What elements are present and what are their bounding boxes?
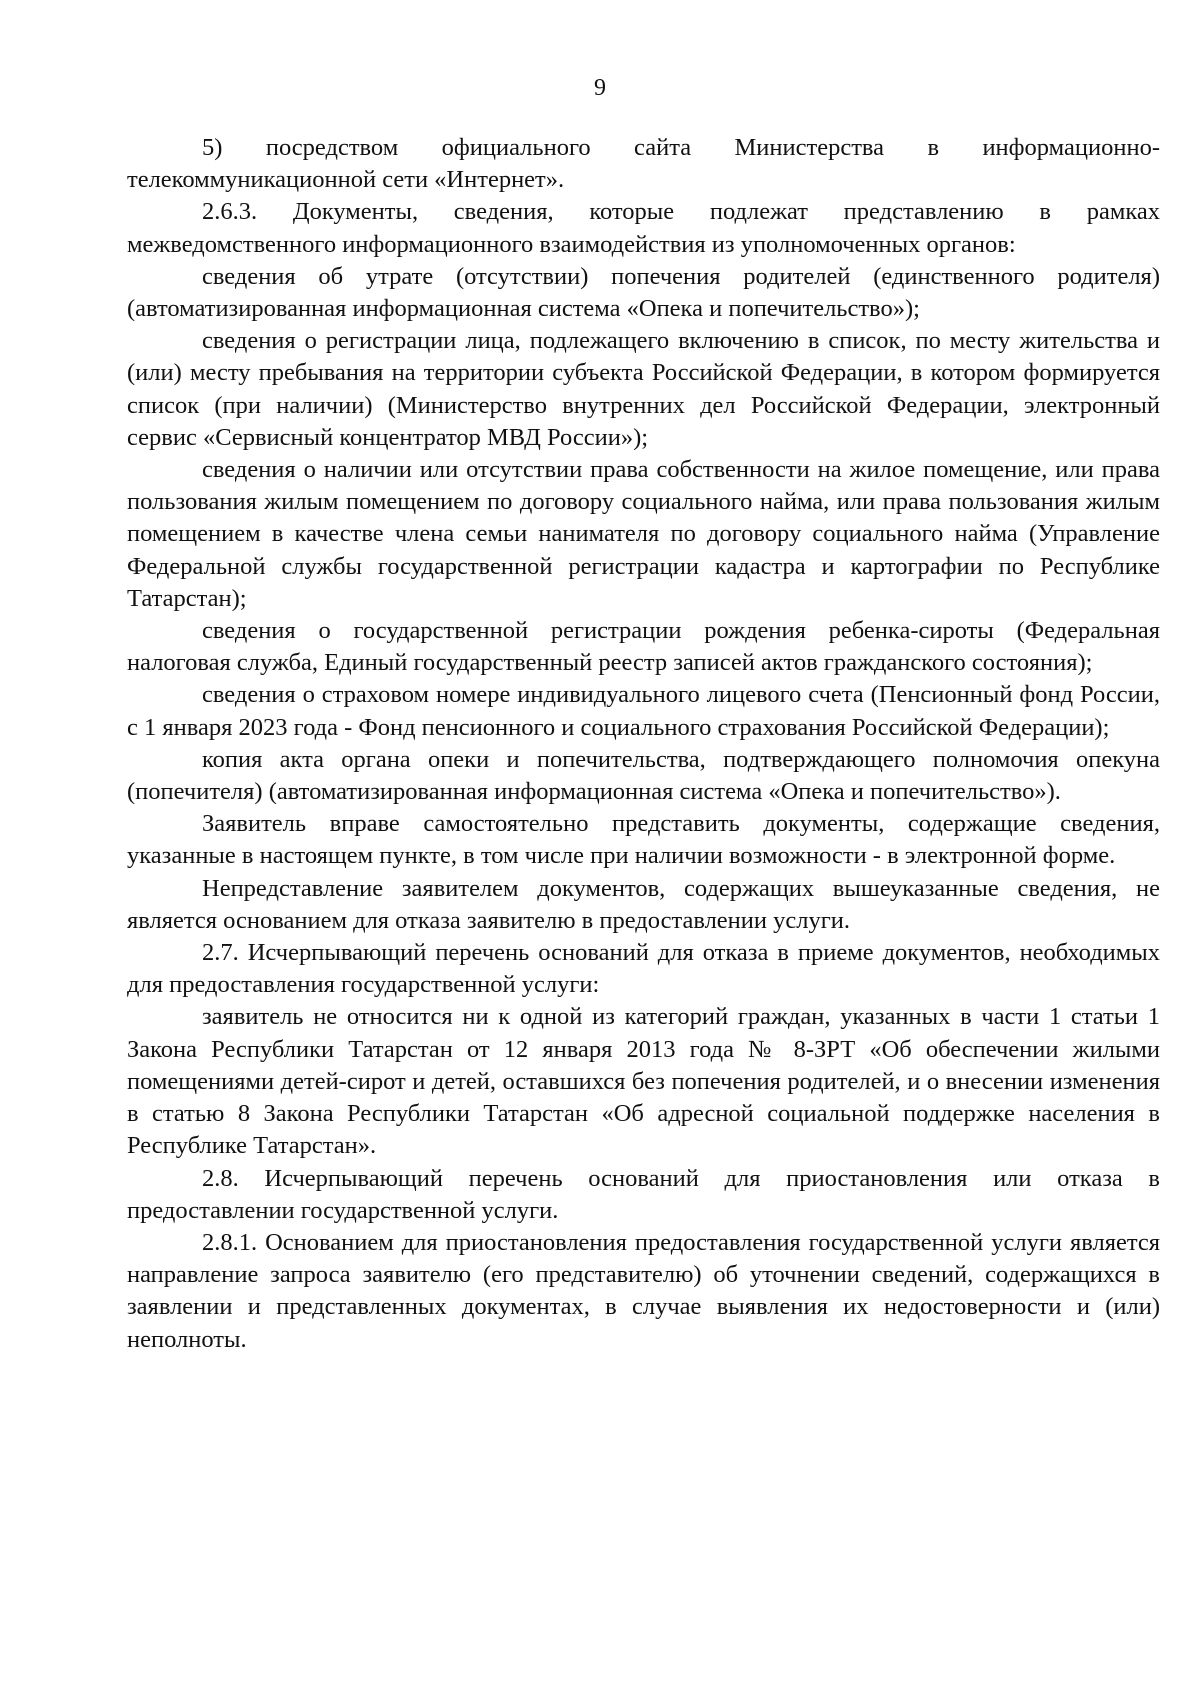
paragraph-insurance-number: сведения о страховом номере индивидуального лицевого счета (Пенсионный фонд России, с 1 января 2023 года - Фонд пенсионного и социального страхования Российской Федерации); xyxy=(127,681,1160,741)
paragraph-applicant-right: Заявитель вправе самостоятельно представить документы, содержащие сведения, указанные в настоящем пункте, в том числе при наличии возможности - в электронной форме. xyxy=(127,810,1160,870)
page-number: 9 xyxy=(594,75,606,101)
paragraph-applicant-category: заявитель не относится ни к одной из категорий граждан, указанных в части 1 статьи 1 Закона Республики Татарстан от 12 января 2013 года № 8-ЗРТ «Об обеспечении жилыми помещениями детей-сирот и детей, оставшихся без попечения родителей, и о внесении изменения в статью 8 Закона Республики Татарстан «Об адресной социальной поддержке населения в Республике Татарстан». xyxy=(127,1003,1160,1160)
paragraph-2-6-3: 2.6.3. Документы, сведения, которые подлежат представлению в рамках межведомственного информационного взаимодействия из уполномоченных органов: xyxy=(127,198,1160,258)
paragraph-non-submission: Непредставление заявителем документов, содержащих вышеуказанные сведения, не является основанием для отказа заявителю в предоставлении услуги. xyxy=(127,874,1160,934)
paragraph-website: 5) посредством официального сайта Министерства в информационно-телекоммуникационной сети «Интернет». xyxy=(127,134,1160,194)
paragraph-2-8-1: 2.8.1. Основанием для приостановления предоставления государственной услуги является направление запроса заявителю (его представителю) об уточнении сведений, содержащихся в заявлении и представленных документах, в случае выявления их недостоверности и (или) неполноты. xyxy=(127,1228,1160,1353)
paragraph-birth-registration: сведения о государственной регистрации рождения ребенка-сироты (Федеральная налоговая служба, Единый государственный реестр записей актов гражданского состояния); xyxy=(127,617,1160,677)
paragraph-guardianship-act: копия акта органа опеки и попечительства, подтверждающего полномочия опекуна (попечителя) (автоматизированная информационная система «Опека и попечительство»). xyxy=(127,745,1160,806)
paragraph-property-rights: сведения о наличии или отсутствии права собственности на жилое помещение, или права пользования жилым помещением по договору социального найма, или права пользования жилым помещением в качестве члена семьи нанимателя по договору социального найма (Управление Федеральной службы государственной регистрации кадастра и картографии по Республике Татарстан); xyxy=(127,456,1160,612)
paragraph-registration: сведения о регистрации лица, подлежащего включению в список, по месту жительства и (или) месту пребывания на территории субъекта Российской Федерации, в котором формируется список (при наличии) (Министерство внутренних дел Российской Федерации, электронный сервис «Сервисный концентратор МВД России»); xyxy=(127,327,1160,451)
paragraph-guardianship-loss: сведения об утрате (отсутствии) попечения родителей (единственного родителя) (автоматизированная информационная система «Опека и попечительство»); xyxy=(127,262,1160,323)
document-body xyxy=(127,132,1160,1356)
paragraph-2-7: 2.7. Исчерпывающий перечень оснований для отказа в приеме документов, необходимых для предоставления государственной услуги: xyxy=(127,939,1160,999)
paragraph-2-8: 2.8. Исчерпывающий перечень оснований для приостановления или отказа в предоставлении государственной услуги. xyxy=(127,1164,1160,1224)
